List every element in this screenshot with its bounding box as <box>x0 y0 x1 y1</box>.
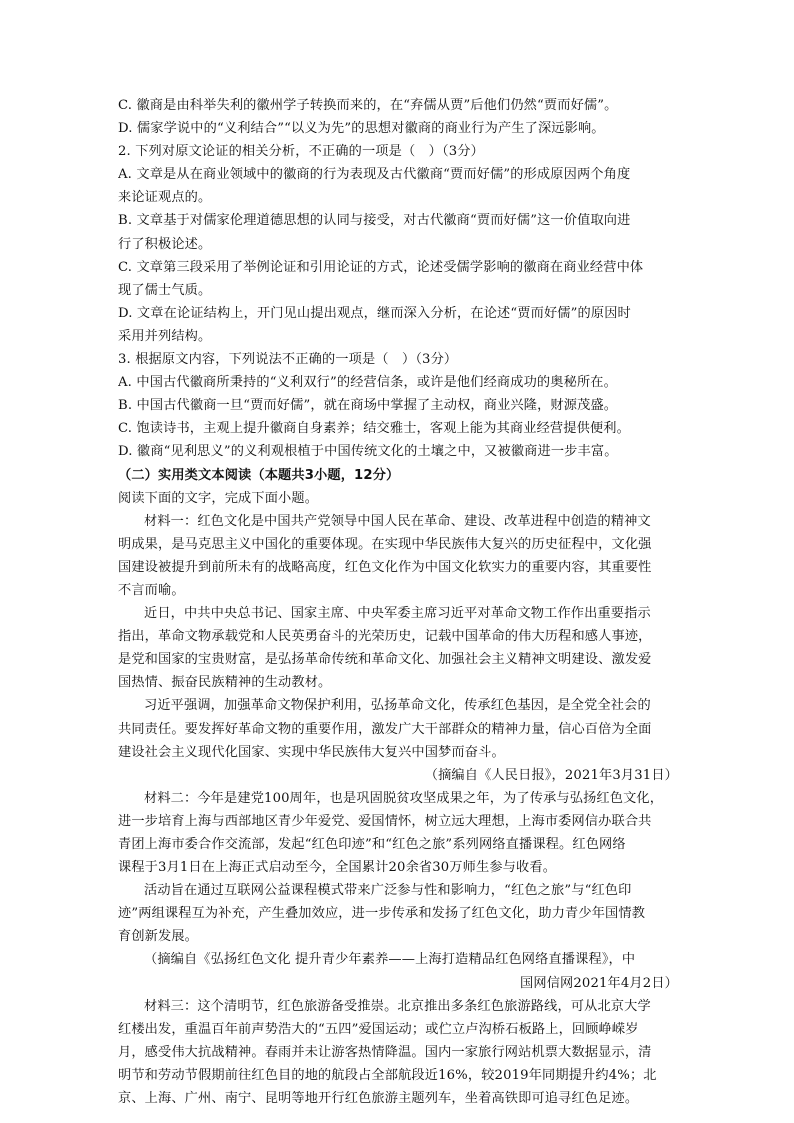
paragraph-line: 进一步培育上海与西部地区青少年爱党、爱国情怀，树立远大理想，上海市委网信办联合共 <box>118 813 652 829</box>
paragraph-line: 近日，中共中央总书记、国家主席、中央军委主席习近平对革命文物工作作出重要指示 <box>144 606 651 622</box>
paragraph-line: 是党和国家的宝贵财富，是弘扬革命传统和革命文化、加强社会主义精神文明建设、激发爱 <box>118 652 652 668</box>
instruction-line: 阅读下面的文字，完成下面小题。 <box>118 490 319 506</box>
paragraph-line: 指出，革命文物承载党和人民英勇奋斗的光荣历史，记载中国革命的伟大历程和感人事迹， <box>118 629 652 645</box>
paragraph-line: 不言而喻。 <box>118 582 185 598</box>
option-line: A. 中国古代徽商所秉持的“义利双行”的经营信条，或许是他们经商成功的奥秘所在。 <box>118 375 617 391</box>
paragraph-line: 红楼出发，重温百年前声势浩大的“五四”爱国运动；或伫立卢沟桥石板路上，回顾峥嵘岁 <box>118 1021 639 1037</box>
option-line: C. 饱读诗书，主观上提升徽商自身素养；结交雅士，客观上能为其商业经营提供便利。 <box>118 421 630 437</box>
question-line: 3. 根据原文内容，下列说法不正确的一项是（ ）（3分） <box>118 352 458 368</box>
paragraph-line: 材料二：今年是建党100周年，也是巩固脱贫攻坚成果之年，为了传承与弘扬红色文化， <box>144 790 664 806</box>
paragraph-line: 育创新发展。 <box>118 929 199 945</box>
source-citation: （摘编自《人民日报》，2021年3月31日） <box>424 767 678 783</box>
paragraph-line: 材料一：红色文化是中国共产党领导中国人民在革命、建设、改革进程中创造的精神文 <box>144 513 651 529</box>
question-line: 2. 下列对原文论证的相关分析，不正确的一项是（ ）（3分） <box>118 144 484 160</box>
paragraph-line: 建设社会主义现代化国家、实现中华民族伟大复兴中国梦而奋斗。 <box>118 744 505 760</box>
paragraph-line: 课程于3月1日在上海正式启动至今，全国累计20余省30万师生参与收看。 <box>118 860 557 876</box>
paragraph-line: 国建设被提升到前所未有的战略高度，红色文化作为中国文化软实力的重要内容，其重要性 <box>118 559 652 575</box>
paragraph-line: 月，感受伟大抗战精神。春雨并未让游客热情降温。国内一家旅行网站机票大数据显示，清 <box>118 1044 652 1060</box>
option-line: B. 中国古代徽商一旦“贾而好儒”，就在商场中掌握了主动权，商业兴隆，财源茂盛。 <box>118 398 618 414</box>
paragraph-line: 明成果，是马克思主义中国化的重要体现。在实现中华民族伟大复兴的历史征程中，文化强 <box>118 536 652 552</box>
option-line: C. 文章第三段采用了举例论证和引用论证的方式，论述受儒学影响的徽商在商业经营中体 <box>118 259 644 275</box>
option-line: C. 徽商是由科举失利的徽州学子转换而来的，在“弃儒从贾”后他们仍然“贾而好儒”。 <box>118 98 618 113</box>
option-line: D. 儒家学说中的“义利结合”“以义为先”的思想对徽商的商业行为产生了深远影响。 <box>118 121 605 137</box>
paragraph-line: 习近平强调，加强革命文物保护利用，弘扬革命文化，传承红色基因，是全党全社会的 <box>144 698 651 714</box>
paragraph-line: 共同责任。要发挥好革命文物的重要作用，激发广大干部群众的精神力量，信心百倍为全面 <box>118 721 652 737</box>
paragraph-line: 青团上海市委合作交流部，发起“红色印迹”和“红色之旅”系列网络直播课程。红色网络 <box>118 837 626 852</box>
document-page <box>118 94 678 1110</box>
option-line: 行了积极论述。 <box>118 236 212 252</box>
section-heading: （二）实用类文本阅读（本题共3小题，12分） <box>118 467 400 483</box>
option-line: 来论证观点的。 <box>118 190 212 206</box>
option-line: D. 徽商“见利思义”的义利观根植于中国传统文化的土壤之中，又被徽商进一步丰富。 <box>118 444 618 460</box>
option-line: 现了儒士气质。 <box>118 282 212 298</box>
option-line: B. 文章基于对儒家伦理道德思想的认同与接受，对古代徽商“贾而好儒”这一价值取向进 <box>118 213 631 229</box>
paragraph-line: 材料三：这个清明节，红色旅游备受推崇。北京推出多条红色旅游路线，可从北京大学 <box>144 998 651 1014</box>
source-citation: （摘编自《弘扬红色文化 提升青少年素养——上海打造精品红色网络直播课程》，中 <box>144 952 636 968</box>
paragraph-line: 明节和劳动节假期前往红色目的地的航段占全部航段近16%，较2019年同期提升约4%；北 <box>118 1067 657 1083</box>
paragraph-line: 迹”两组课程互为补充，产生叠加效应，进一步传承和发扬了红色文化，助力青少年国情教 <box>118 906 646 922</box>
paragraph-line: 京、上海、广州、南宁、昆明等地开行红色旅游主题列车，坐着高铁即可追寻红色足迹。 <box>118 1091 639 1107</box>
option-line: 采用并列结构。 <box>118 328 212 344</box>
source-citation: 国网信网2021年4月2日） <box>520 975 678 991</box>
option-line: D. 文章在论证结构上，开门见山提出观点，继而深入分析，在论述“贾而好儒”的原因时 <box>118 305 631 321</box>
paragraph-line: 活动旨在通过互联网公益课程模式带来广泛参与性和影响力，“红色之旅”与“红色印 <box>144 883 632 899</box>
paragraph-line: 国热情、振奋民族精神的生动教材。 <box>118 675 332 691</box>
option-line: A. 文章是从在商业领域中的徽商的行为表现及古代徽商“贾而好儒”的形成原因两个角度 <box>118 167 631 183</box>
